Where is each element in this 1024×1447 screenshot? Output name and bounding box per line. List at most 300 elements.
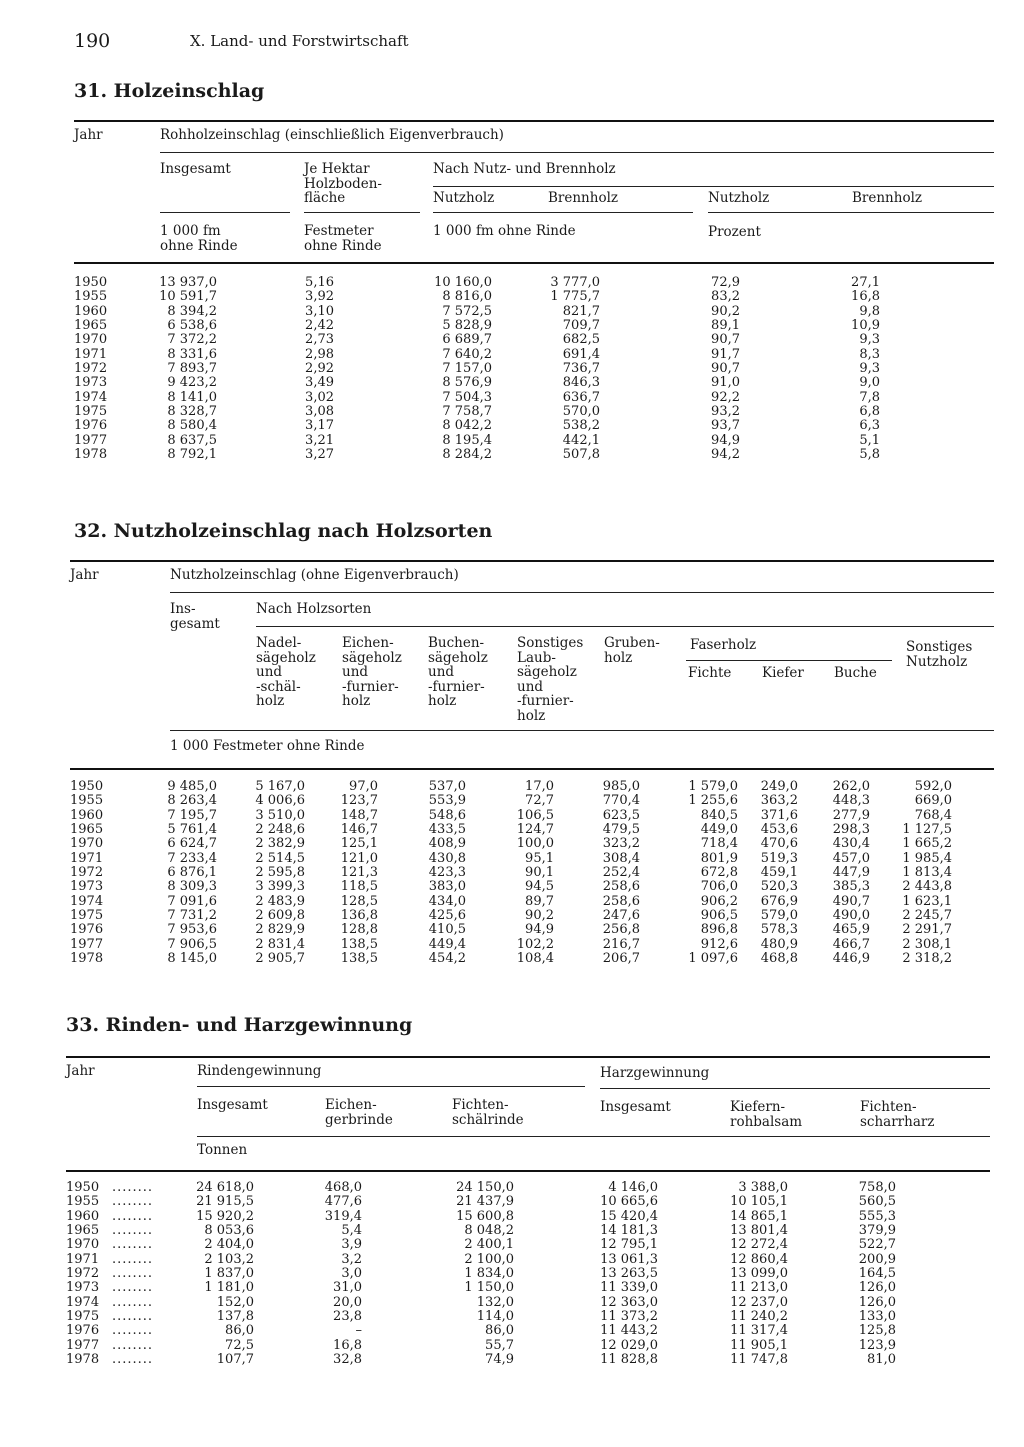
table-cell: 1974 — [74, 389, 108, 405]
table-cell: 383,0 — [428, 879, 466, 895]
header-harzgewinnung: Harzgewinnung — [600, 1065, 710, 1081]
table-cell: 5 167,0 — [255, 779, 305, 794]
table-cell: 570,0 — [562, 404, 600, 420]
table-cell: 133,0 — [858, 1309, 896, 1325]
table-cell: 277,9 — [832, 807, 870, 823]
table-cell: 447,9 — [832, 865, 870, 881]
table-cell: 9,0 — [859, 375, 880, 391]
table-cell: 1975 — [66, 1309, 100, 1325]
table-cell: 27,1 — [851, 275, 880, 290]
table-cell: 454,2 — [428, 951, 466, 967]
leader-dots: ........ — [112, 1352, 154, 1368]
column-kiefernrohbalsam — [712, 1181, 788, 1367]
header-rohholzeinschlag: Rohholzeinschlag (einschließlich Eigenverbrauch) — [160, 127, 504, 143]
table-cell: 8 263,4 — [167, 793, 217, 809]
table-cell: 1955 — [74, 289, 108, 305]
table-cell: 11 240,2 — [730, 1309, 788, 1325]
table-cell: 3,0 — [341, 1266, 362, 1282]
table-cell: 8 053,6 — [204, 1223, 254, 1239]
table-cell: 1 255,6 — [688, 793, 738, 809]
table-cell: 430,8 — [428, 850, 466, 866]
header-nach-holzsorten: Nach Holzsorten — [256, 601, 372, 617]
table-cell: 578,3 — [760, 922, 798, 938]
table-cell: 1973 — [70, 879, 104, 895]
header-jahr: Jahr — [66, 1063, 95, 1079]
table-cell: 89,1 — [711, 318, 740, 334]
table-cell: 11 443,2 — [600, 1323, 658, 1339]
table-cell: 11 339,0 — [600, 1280, 658, 1296]
header-sonstiges-laubsaegeholz: Sonstiges Laub- sägeholz und -furnier- holz — [517, 635, 584, 724]
table-33-title: 33. Rinden- und Harzgewinnung — [66, 1014, 413, 1036]
table-cell: 7 157,0 — [442, 361, 492, 377]
header-eichensaegeholz: Eichen- sägeholz und -furnier- holz — [342, 635, 402, 709]
rule — [256, 626, 994, 627]
table-cell: 2,73 — [305, 332, 334, 348]
header-grubenholz: Gruben- holz — [604, 635, 660, 666]
table-31-title: 31. Holzeinschlag — [74, 80, 265, 102]
rule — [197, 1136, 990, 1137]
rule — [74, 120, 994, 122]
table-cell: 164,5 — [858, 1266, 896, 1282]
table-cell: 2 318,2 — [902, 951, 952, 967]
column-sonstiges-laubsaegeholz — [500, 780, 554, 966]
table-cell: 459,1 — [760, 865, 798, 881]
table-cell: 97,0 — [349, 779, 378, 794]
table-cell: 128,5 — [340, 893, 378, 909]
table-cell: 1965 — [70, 822, 104, 838]
header-nutzholzeinschlag: Nutzholzeinschlag (ohne Eigenverbrauch) — [170, 567, 459, 583]
table-cell: 706,0 — [700, 879, 738, 895]
table-cell: 24 150,0 — [456, 1180, 514, 1195]
table-cell: 8 580,4 — [167, 418, 217, 434]
table-cell: 114,0 — [476, 1309, 514, 1325]
column-rinden-insgesamt — [180, 1181, 254, 1367]
table-cell: 6 624,7 — [167, 836, 217, 852]
table-cell: 1978 — [66, 1352, 100, 1368]
table-cell: 1974 — [66, 1294, 100, 1310]
table-cell: 5,4 — [341, 1223, 362, 1239]
table-cell: 446,9 — [832, 951, 870, 967]
table-cell: 100,0 — [516, 836, 554, 852]
page-number: 190 — [74, 30, 111, 52]
table-cell: 553,9 — [428, 793, 466, 809]
header-nach-nutz-brennholz: Nach Nutz- und Brennholz — [433, 161, 616, 177]
table-cell: 11 747,8 — [730, 1352, 788, 1368]
column-insgesamt — [140, 780, 217, 966]
table-cell: 423,3 — [428, 865, 466, 881]
table-cell: 8 637,5 — [167, 432, 217, 448]
table-cell: 93,7 — [711, 418, 740, 434]
table-cell: 9,8 — [859, 303, 880, 319]
header-eichengerbrinde: Eichen- gerbrinde — [325, 1097, 393, 1128]
table-cell: 4 006,6 — [255, 793, 305, 809]
table-cell: 7 953,6 — [167, 922, 217, 938]
table-cell: 507,8 — [562, 447, 600, 463]
table-cell: 2 443,8 — [902, 879, 952, 895]
table-cell: 7 731,2 — [167, 908, 217, 924]
table-cell: 258,6 — [602, 879, 640, 895]
table-cell: 121,0 — [340, 850, 378, 866]
leader-dots: ........ — [112, 1237, 154, 1253]
table-cell: 821,7 — [562, 303, 600, 319]
table-cell: 21 915,5 — [196, 1194, 254, 1210]
table-cell: 906,2 — [700, 893, 738, 909]
table-cell: 252,4 — [602, 865, 640, 881]
table-cell: 3,02 — [305, 389, 334, 405]
column-fichtenschaelrinde — [440, 1181, 514, 1367]
table-cell: 2 245,7 — [902, 908, 952, 924]
table-cell: 13 263,5 — [600, 1266, 658, 1282]
unit-1000fm: 1 000 fm ohne Rinde — [160, 223, 238, 254]
table-cell: 2 308,1 — [902, 936, 952, 952]
rule — [70, 768, 994, 770]
table-cell: 9,3 — [859, 361, 880, 377]
table-cell: 1 775,7 — [550, 289, 600, 305]
table-cell: 7 640,2 — [442, 346, 492, 362]
column-jahr — [70, 780, 130, 966]
table-cell: 385,3 — [832, 879, 870, 895]
table-cell: 10 665,6 — [600, 1194, 658, 1210]
table-cell: 1 985,4 — [902, 850, 952, 866]
header-nutzholz-prozent: Nutzholz — [708, 190, 770, 206]
table-cell: 298,3 — [832, 822, 870, 838]
table-cell: 682,5 — [562, 332, 600, 348]
table-cell: 94,5 — [525, 879, 554, 895]
table-cell: 1 813,4 — [902, 865, 952, 881]
table-cell: 1972 — [74, 361, 108, 377]
table-cell: 24 618,0 — [196, 1180, 254, 1195]
header-rinden-insgesamt: Insgesamt — [197, 1097, 268, 1113]
header-harz-insgesamt: Insgesamt — [600, 1099, 671, 1115]
table-cell: 2 595,8 — [255, 865, 305, 881]
rule — [70, 560, 994, 562]
table-cell: 91,0 — [711, 375, 740, 391]
table-cell: 124,7 — [516, 822, 554, 838]
column-brennholz-prozent — [830, 276, 880, 462]
table-cell: 442,1 — [562, 432, 600, 448]
table-cell: 72,7 — [525, 793, 554, 809]
table-cell: 1977 — [70, 936, 104, 952]
table-cell: 3,10 — [305, 303, 334, 319]
table-cell: 106,5 — [516, 807, 554, 823]
table-cell: 408,9 — [428, 836, 466, 852]
table-cell: 490,7 — [832, 893, 870, 909]
table-cell: 1960 — [66, 1208, 100, 1224]
table-cell: 1970 — [66, 1237, 100, 1253]
table-cell: 9 485,0 — [167, 779, 217, 794]
rule — [160, 152, 994, 153]
table-cell: 102,2 — [516, 936, 554, 952]
table-cell: 1973 — [74, 375, 108, 391]
table-cell: 2 103,2 — [204, 1251, 254, 1267]
table-cell: 1 150,0 — [464, 1280, 514, 1296]
table-cell: 72,5 — [225, 1337, 254, 1353]
table-cell: 3,9 — [341, 1237, 362, 1253]
table-cell: 5 828,9 — [442, 318, 492, 334]
table-cell: 691,4 — [562, 346, 600, 362]
table-cell: 522,7 — [858, 1237, 896, 1253]
table-cell: 12 237,0 — [730, 1294, 788, 1310]
table-cell: 94,2 — [711, 447, 740, 463]
table-cell: 425,6 — [428, 908, 466, 924]
table-cell: 1976 — [66, 1323, 100, 1339]
table-cell: 90,7 — [711, 332, 740, 348]
table-cell: 3,08 — [305, 404, 334, 420]
table-cell: 93,2 — [711, 404, 740, 420]
table-cell: 430,4 — [832, 836, 870, 852]
header-faserholz: Faserholz — [690, 637, 757, 653]
table-cell: 249,0 — [760, 779, 798, 794]
table-cell: 1965 — [66, 1223, 100, 1239]
leader-dots: ........ — [112, 1309, 154, 1325]
table-cell: 95,1 — [525, 850, 554, 866]
table-cell: 94,9 — [711, 432, 740, 448]
table-cell: 1 097,6 — [688, 951, 738, 967]
table-cell: 468,8 — [760, 951, 798, 967]
table-cell: 1970 — [74, 332, 108, 348]
table-cell: 1970 — [70, 836, 104, 852]
unit-1000-festmeter: 1 000 Festmeter ohne Rinde — [170, 738, 365, 754]
table-cell: 1974 — [70, 893, 104, 909]
table-cell: 16,8 — [333, 1337, 362, 1353]
table-cell: 2 382,9 — [255, 836, 305, 852]
table-cell: 1975 — [70, 908, 104, 924]
rule — [170, 730, 994, 731]
table-cell: 7 195,7 — [167, 807, 217, 823]
table-cell: 12 029,0 — [600, 1337, 658, 1353]
table-cell: 840,5 — [700, 807, 738, 823]
header-sonstiges-nutzholz: Sonstiges Nutzholz — [906, 639, 973, 670]
table-cell: 985,0 — [602, 779, 640, 794]
table-cell: 216,7 — [602, 936, 640, 952]
table-cell: 146,7 — [340, 822, 378, 838]
table-cell: 912,6 — [700, 936, 738, 952]
table-cell: 736,7 — [562, 361, 600, 377]
table-cell: 81,0 — [867, 1352, 896, 1368]
table-cell: 468,0 — [324, 1180, 362, 1195]
rule — [197, 1086, 585, 1087]
leader-dots: ........ — [112, 1223, 154, 1239]
header-je-hektar: Je Hektar Holzboden- fläche — [304, 161, 382, 206]
table-cell: 8 048,2 — [464, 1223, 514, 1239]
table-cell: 2 100,0 — [464, 1251, 514, 1267]
table-cell: 14 181,3 — [600, 1223, 658, 1239]
column-insgesamt — [140, 276, 217, 462]
table-cell: 1971 — [74, 346, 108, 362]
rule — [304, 212, 420, 213]
table-cell: 136,8 — [340, 908, 378, 924]
table-cell: 8 042,2 — [442, 418, 492, 434]
header-brennholz-prozent: Brennholz — [852, 190, 923, 206]
table-cell: 108,4 — [516, 951, 554, 967]
header-buchensaegeholz: Buchen- sägeholz und -furnier- holz — [428, 635, 488, 709]
table-cell: 8 195,4 — [442, 432, 492, 448]
table-cell: 2 831,4 — [255, 936, 305, 952]
table-cell: 308,4 — [602, 850, 640, 866]
table-cell: 15 600,8 — [456, 1208, 514, 1224]
table-cell: 11 317,4 — [730, 1323, 788, 1339]
table-cell: 519,3 — [760, 850, 798, 866]
table-cell: 457,0 — [832, 850, 870, 866]
table-cell: 138,5 — [340, 951, 378, 967]
header-insgesamt: Ins- gesamt — [170, 601, 220, 632]
table-cell: 2,42 — [305, 318, 334, 334]
table-cell: 10,9 — [851, 318, 880, 334]
table-cell: 1950 — [70, 779, 104, 794]
table-cell: 8 284,2 — [442, 447, 492, 463]
header-nadelsaegeholz: Nadel- sägeholz und -schäl- holz — [256, 635, 316, 709]
rule — [686, 660, 892, 661]
table-cell: 12 272,4 — [730, 1237, 788, 1253]
table-cell: 3,49 — [305, 375, 334, 391]
table-cell: 480,9 — [760, 936, 798, 952]
column-kiefer — [742, 780, 798, 966]
table-cell: 247,6 — [602, 908, 640, 924]
table-cell: 125,8 — [858, 1323, 896, 1339]
table-cell: 1 665,2 — [902, 836, 952, 852]
table-cell: 490,0 — [832, 908, 870, 924]
table-cell: 8 576,9 — [442, 375, 492, 391]
header-brennholz: Brennholz — [548, 190, 619, 206]
table-cell: 90,1 — [525, 865, 554, 881]
table-cell: 13 099,0 — [730, 1266, 788, 1282]
table-cell: 1 127,5 — [902, 822, 952, 838]
column-fichte — [660, 780, 738, 966]
table-cell: 1955 — [66, 1194, 100, 1210]
table-cell: 3 777,0 — [550, 275, 600, 290]
table-cell: 1977 — [66, 1337, 100, 1353]
table-cell: 148,7 — [340, 807, 378, 823]
table-cell: 555,3 — [858, 1208, 896, 1224]
column-leader-dots — [112, 1181, 182, 1367]
table-cell: 6 689,7 — [442, 332, 492, 348]
table-cell: 14 865,1 — [730, 1208, 788, 1224]
table-cell: 1960 — [74, 303, 108, 319]
column-brennholz — [530, 276, 600, 462]
table-cell: 4 146,0 — [608, 1180, 658, 1195]
table-cell: 3,21 — [305, 432, 334, 448]
table-cell: 31,0 — [333, 1280, 362, 1296]
table-cell: 5,1 — [859, 432, 880, 448]
table-cell: 6 538,6 — [167, 318, 217, 334]
table-cell: 256,8 — [602, 922, 640, 938]
table-cell: 13 061,3 — [600, 1251, 658, 1267]
table-cell: 137,8 — [216, 1309, 254, 1325]
table-cell: 15 420,4 — [600, 1208, 658, 1224]
table-cell: 1955 — [70, 793, 104, 809]
table-cell: 8 145,0 — [167, 951, 217, 967]
table-cell: 1 181,0 — [204, 1280, 254, 1296]
table-cell: 579,0 — [760, 908, 798, 924]
table-cell: 479,5 — [602, 822, 640, 838]
table-cell: 7,8 — [859, 389, 880, 405]
table-cell: 448,3 — [832, 793, 870, 809]
header-fichtenscharrharz: Fichten- scharrharz — [860, 1099, 935, 1130]
table-cell: 7 233,4 — [167, 850, 217, 866]
table-cell: 72,9 — [711, 275, 740, 290]
rule — [170, 592, 994, 593]
table-cell: 152,0 — [216, 1294, 254, 1310]
table-cell: 94,9 — [525, 922, 554, 938]
table-cell: 121,3 — [340, 865, 378, 881]
table-cell: 1972 — [66, 1266, 100, 1282]
header-buche: Buche — [834, 665, 877, 681]
unit-tonnen: Tonnen — [197, 1142, 248, 1158]
table-cell: 323,2 — [602, 836, 640, 852]
table-cell: 1960 — [70, 807, 104, 823]
table-cell: 470,6 — [760, 836, 798, 852]
table-cell: 434,0 — [428, 893, 466, 909]
column-nutzholz — [410, 276, 492, 462]
table-cell: 7 572,5 — [442, 303, 492, 319]
table-cell: 92,2 — [711, 389, 740, 405]
table-cell: 1950 — [66, 1180, 100, 1195]
table-cell: 138,5 — [340, 936, 378, 952]
table-cell: 2,98 — [305, 346, 334, 362]
table-cell: 2 829,9 — [255, 922, 305, 938]
table-cell: 896,8 — [700, 922, 738, 938]
rule — [66, 1056, 990, 1058]
table-cell: 2 248,6 — [255, 822, 305, 838]
table-cell: 319,4 — [324, 1208, 362, 1224]
table-cell: 6 876,1 — [167, 865, 217, 881]
table-cell: 5,16 — [305, 275, 334, 290]
table-cell: 10 591,7 — [159, 289, 217, 305]
table-cell: 126,0 — [858, 1280, 896, 1296]
table-cell: 3,2 — [341, 1251, 362, 1267]
table-cell: 9,3 — [859, 332, 880, 348]
table-cell: 801,9 — [700, 850, 738, 866]
leader-dots: ........ — [112, 1337, 154, 1353]
column-fichtenscharrharz — [840, 1181, 896, 1367]
leader-dots: ........ — [112, 1251, 154, 1267]
unit-festmeter: Festmeter ohne Rinde — [304, 223, 382, 254]
table-cell: 7 893,7 — [167, 361, 217, 377]
table-cell: 2 905,7 — [255, 951, 305, 967]
column-grubenholz — [580, 780, 640, 966]
table-cell: 86,0 — [225, 1323, 254, 1339]
table-cell: 74,9 — [485, 1352, 514, 1368]
table-cell: 770,4 — [602, 793, 640, 809]
table-cell: 1 837,0 — [204, 1266, 254, 1282]
table-cell: 200,9 — [858, 1251, 896, 1267]
table-cell: 262,0 — [832, 779, 870, 794]
table-cell: 126,0 — [858, 1294, 896, 1310]
table-cell: 2 400,1 — [464, 1237, 514, 1253]
table-cell: 6,3 — [859, 418, 880, 434]
table-cell: 13 801,4 — [730, 1223, 788, 1239]
table-cell: 6,8 — [859, 404, 880, 420]
table-cell: – — [355, 1323, 362, 1339]
header-insgesamt: Insgesamt — [160, 161, 231, 177]
table-cell: 7 504,3 — [442, 389, 492, 405]
table-cell: 7 906,5 — [167, 936, 217, 952]
column-eichensaegeholz — [320, 780, 378, 966]
table-cell: 1971 — [66, 1251, 100, 1267]
table-cell: 123,7 — [340, 793, 378, 809]
table-cell: 363,2 — [760, 793, 798, 809]
table-cell: 83,2 — [711, 289, 740, 305]
table-cell: 10 105,1 — [730, 1194, 788, 1210]
header-jahr: Jahr — [74, 127, 103, 143]
table-cell: 8 309,3 — [167, 879, 217, 895]
leader-dots: ........ — [112, 1280, 154, 1296]
table-cell: 2,92 — [305, 361, 334, 377]
table-cell: 13 937,0 — [159, 275, 217, 290]
table-cell: 379,9 — [858, 1223, 896, 1239]
table-cell: 21 437,9 — [456, 1194, 514, 1210]
table-cell: 3,17 — [305, 418, 334, 434]
